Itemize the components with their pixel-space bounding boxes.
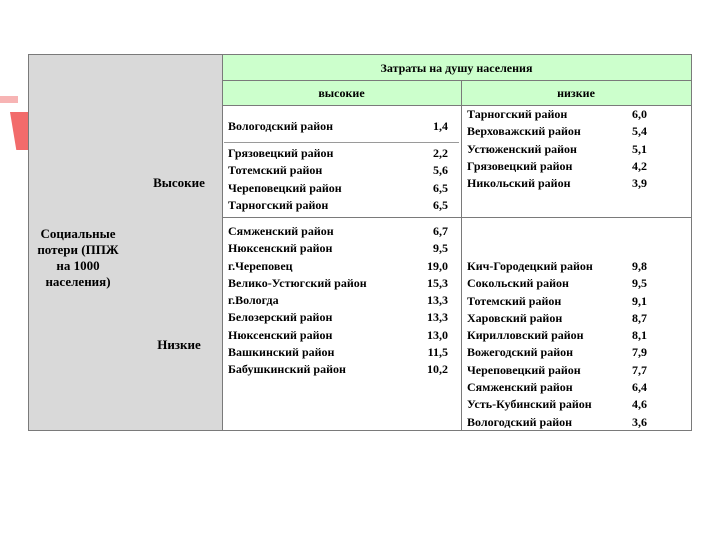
district-value: 15,3 xyxy=(427,275,448,290)
district-name: Вологодский район xyxy=(228,119,334,133)
table-row xyxy=(467,141,647,158)
district-value: 13,3 xyxy=(427,293,448,308)
table-row xyxy=(467,327,647,344)
table-row xyxy=(228,258,448,275)
header-high: высокие xyxy=(318,86,365,100)
district-value: 6,5 xyxy=(433,197,448,212)
table-row xyxy=(467,379,647,396)
table-row xyxy=(467,396,647,413)
district-name: Харовский район xyxy=(467,310,563,325)
district-name: Вашкинский район xyxy=(228,345,335,360)
table-row xyxy=(228,197,448,214)
district-name: Никольский район xyxy=(467,176,571,191)
district-name: Грязовецкий район xyxy=(228,146,334,160)
divider xyxy=(224,142,459,143)
table-row xyxy=(467,414,647,431)
table-row xyxy=(467,310,647,327)
district-name: Тотемский район xyxy=(228,163,323,178)
row-label-low: Низкие xyxy=(157,337,201,352)
table-row xyxy=(467,158,647,175)
table-row xyxy=(228,223,448,240)
table-row xyxy=(467,123,647,140)
table-row xyxy=(467,362,647,379)
district-name: Устюженский район xyxy=(467,141,577,156)
district-value: 7,7 xyxy=(632,362,647,377)
table-row xyxy=(228,240,448,257)
district-name: Нюксенский район xyxy=(228,241,333,256)
district-value: 5,1 xyxy=(632,141,647,156)
list-low-high xyxy=(228,223,448,379)
table-row xyxy=(467,275,647,292)
table-row xyxy=(228,361,448,378)
district-value: 19,0 xyxy=(427,258,448,273)
district-value: 8,7 xyxy=(632,310,647,325)
table-row xyxy=(228,344,448,361)
slide-accent-shape xyxy=(10,112,28,150)
district-value: 5,4 xyxy=(632,124,647,139)
district-name: Тарногский район xyxy=(228,197,329,212)
data-table xyxy=(28,54,692,431)
district-value: 4,6 xyxy=(632,397,647,412)
district-value: 3,6 xyxy=(632,414,647,429)
district-name: Череповецкий район xyxy=(228,180,342,195)
district-name: Сямженский район xyxy=(467,380,573,395)
list-low-low xyxy=(467,258,647,431)
slide-accent-line xyxy=(0,96,18,103)
district-value: 6,4 xyxy=(632,380,647,395)
district-name: Сокольский район xyxy=(467,276,569,291)
district-value: 9,8 xyxy=(632,259,647,273)
table-row xyxy=(467,106,647,123)
district-value: 6,0 xyxy=(632,107,647,121)
divider xyxy=(222,55,223,430)
district-name: Усть-Кубинский район xyxy=(467,397,592,412)
district-name: Сямженский район xyxy=(228,224,334,238)
table-row xyxy=(228,145,448,162)
header-costs-per-capita: Затраты на душу населения xyxy=(380,61,533,75)
row-label-high: Высокие xyxy=(153,175,205,190)
district-name: Вологодский район xyxy=(467,414,573,429)
table-row xyxy=(228,162,448,179)
district-name: г.Череповец xyxy=(228,258,293,273)
district-name: Кирилловский район xyxy=(467,328,584,343)
header-low: низкие xyxy=(557,86,595,100)
district-name: Череповецкий район xyxy=(467,362,581,377)
table-row xyxy=(467,293,647,310)
list-high-low xyxy=(467,106,647,192)
table-row xyxy=(467,175,647,192)
district-name: Тарногский район xyxy=(467,107,568,121)
district-value: 13,0 xyxy=(427,327,448,342)
district-value: 9,5 xyxy=(632,276,647,291)
table-row xyxy=(228,309,448,326)
row-group-label: Социальные потери (ППЖ на 1000 населения) xyxy=(37,226,119,289)
district-value: 13,3 xyxy=(427,310,448,325)
district-value: 8,1 xyxy=(632,328,647,343)
table-row xyxy=(467,258,647,275)
district-name: Бабушкинский район xyxy=(228,362,346,377)
district-value: 1,4 xyxy=(433,119,448,133)
table-row xyxy=(228,118,448,135)
district-name: Вожегодский район xyxy=(467,345,574,360)
district-value: 9,1 xyxy=(632,293,647,308)
district-value: 3,9 xyxy=(632,176,647,191)
district-value: 11,5 xyxy=(427,345,448,360)
district-name: Верховажский район xyxy=(467,124,581,139)
divider xyxy=(222,217,691,218)
district-value: 9,5 xyxy=(433,241,448,256)
district-value: 7,9 xyxy=(632,345,647,360)
list-high-high xyxy=(228,145,448,214)
district-name: Велико-Устюгский район xyxy=(228,275,367,290)
table-row xyxy=(228,275,448,292)
district-name: Белозерский район xyxy=(228,310,333,325)
district-value: 6,5 xyxy=(433,180,448,195)
district-value: 5,6 xyxy=(433,163,448,178)
district-name: г.Вологда xyxy=(228,293,279,308)
list-high-high-top xyxy=(228,118,448,135)
district-name: Тотемский район xyxy=(467,293,562,308)
district-name: Грязовецкий район xyxy=(467,158,573,173)
table-row xyxy=(228,327,448,344)
district-name: Кич-Городецкий район xyxy=(467,259,593,273)
district-value: 10,2 xyxy=(427,362,448,377)
divider xyxy=(222,80,691,81)
district-value: 4,2 xyxy=(632,158,647,173)
district-name: Нюксенский район xyxy=(228,327,333,342)
table-row xyxy=(228,292,448,309)
table-row xyxy=(467,344,647,361)
district-value: 2,2 xyxy=(433,146,448,160)
table-row xyxy=(228,180,448,197)
divider xyxy=(461,80,462,430)
district-value: 6,7 xyxy=(433,224,448,238)
